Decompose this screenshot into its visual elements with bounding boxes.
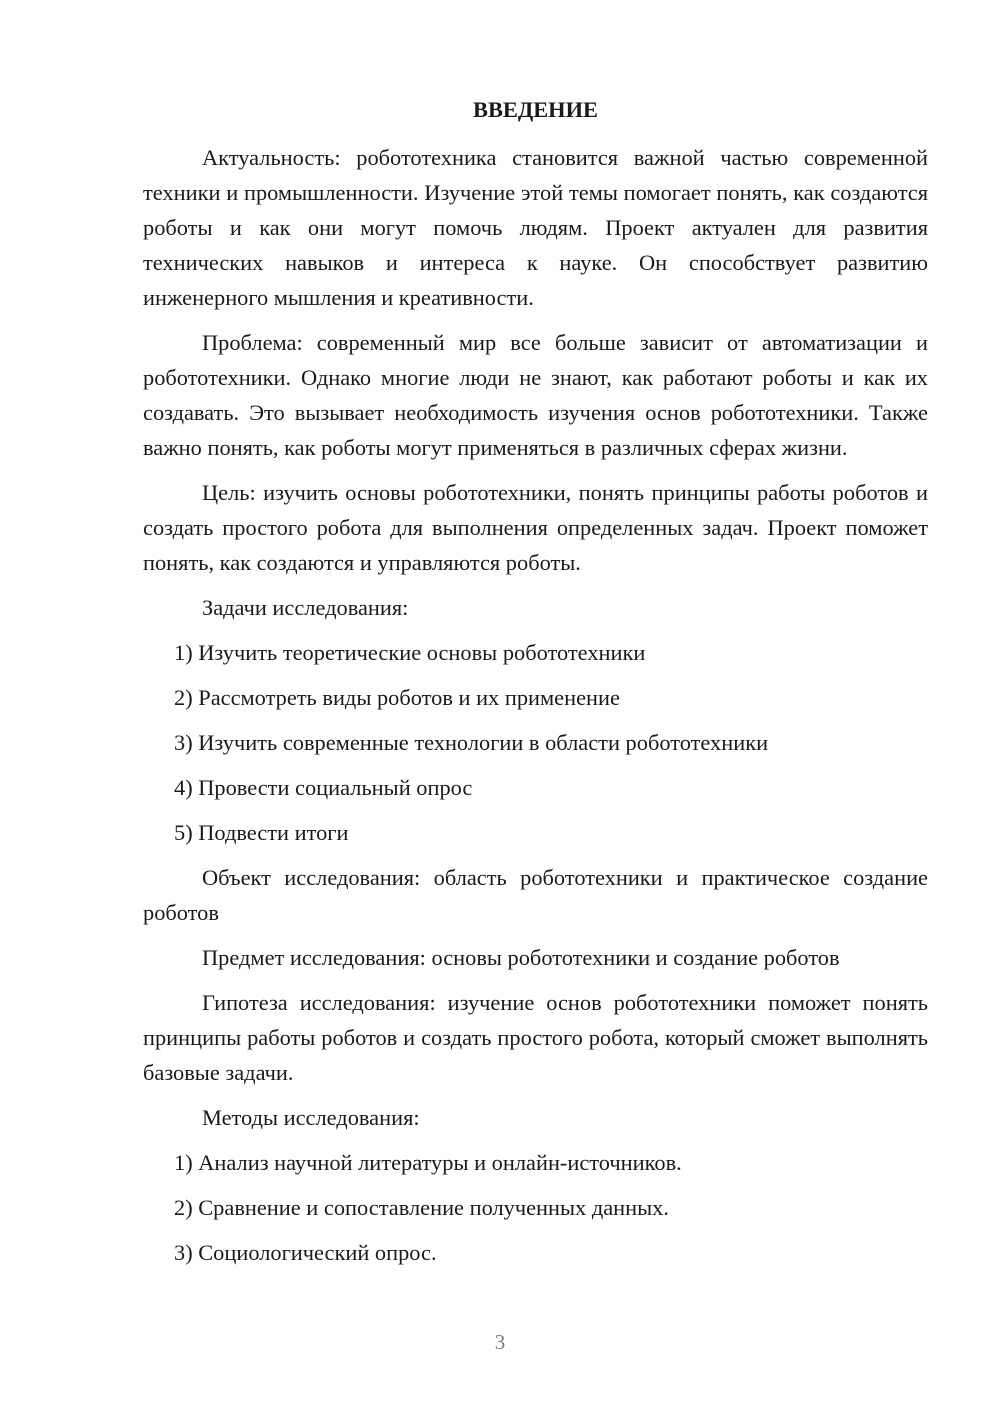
list-item: 2) Рассмотреть виды роботов и их применение [174, 685, 620, 710]
methods-list [143, 1145, 928, 1270]
goal-paragraph: Цель: изучить основы робототехники, понять принципы работы роботов и создать простого робота для выполнения определенных задач. Проект поможет понять, как создаются и управляются роботы. [143, 480, 928, 575]
list-item: 5) Подвести итоги [174, 820, 349, 845]
problem-paragraph: Проблема: современный мир все больше зависит от автоматизации и робототехники. Однако многие люди не знают, как работают роботы и как их создавать. Это вызывает необходимость изучения основ робототехники. Также важно понять, как роботы могут применяться в различных сферах жизни. [143, 330, 928, 460]
methods-title: Методы исследования: [202, 1105, 420, 1130]
object-paragraph: Объект исследования: область робототехники и практическое создание роботов [143, 865, 928, 925]
list-item: 2) Сравнение и сопоставление полученных данных. [174, 1195, 669, 1220]
list-item: 4) Провести социальный опрос [174, 775, 473, 800]
document-page [143, 92, 928, 1280]
page-title: ВВЕДЕНИЕ [473, 97, 598, 122]
tasks-list [143, 635, 928, 850]
list-item: 3) Изучить современные технологии в области робототехники [174, 730, 769, 755]
hypothesis-paragraph: Гипотеза исследования: изучение основ робототехники поможет понять принципы работы роботов и создать простого робота, который сможет выполнять базовые задачи. [143, 990, 928, 1085]
page-number: 3 [494, 1330, 506, 1354]
relevance-paragraph: Актуальность: робототехника становится важной частью современной техники и промышленности. Изучение этой темы помогает понять, как создаются роботы и как они могут помочь людям. Проект актуален для развития технических навыков и интереса к науке. Он способствует развитию инженерного мышления и креативности. [143, 145, 928, 310]
list-item: 3) Социологический опрос. [174, 1240, 437, 1265]
subject-paragraph: Предмет исследования: основы робототехники и создание роботов [202, 945, 840, 970]
list-item: 1) Изучить теоретические основы робототехники [174, 640, 646, 665]
list-item: 1) Анализ научной литературы и онлайн-источников. [174, 1150, 682, 1175]
tasks-title: Задачи исследования: [202, 595, 409, 620]
